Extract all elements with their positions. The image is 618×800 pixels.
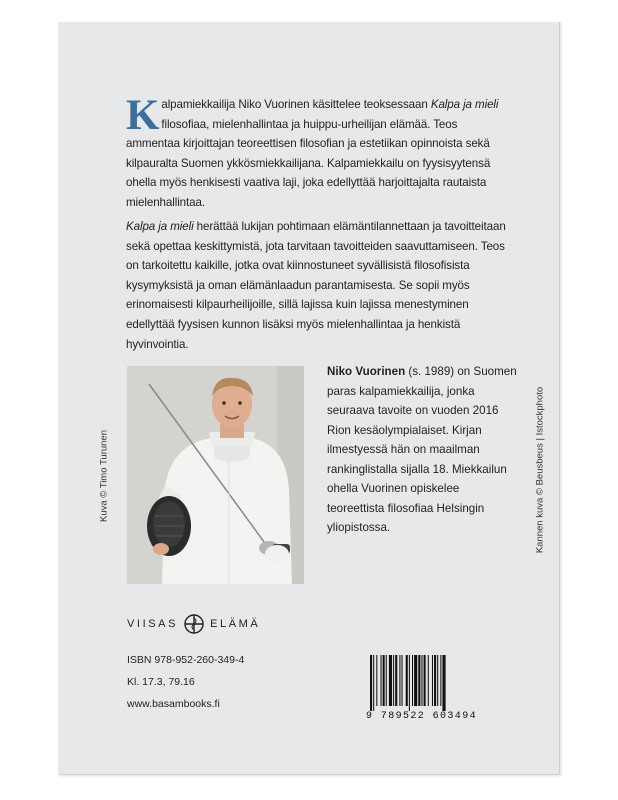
barcode-bar <box>434 655 436 706</box>
barcode-bar <box>428 655 429 706</box>
logo-symbol-icon <box>184 614 204 634</box>
isbn: ISBN 978-952-260-349-4 <box>127 654 245 666</box>
book-title: Kalpa ja mieli <box>430 98 499 111</box>
author-photo <box>127 366 304 584</box>
book-title: Kalpa ja mieli <box>126 220 194 233</box>
barcode-bar <box>393 655 394 706</box>
author-bio: Niko Vuorinen (s. 1989) on Suomen paras kalpamiekkailija, jonka seuraava tavoite on vuoden 2016 Rion kesäolympialaiset. Kirjan ilmestyessä hän on maailman rankinglistalla sijalla 18. Miekkailun ohella Vuorinen opiskelee teoreettista filosofiaa Helsingin yliopistossa. <box>327 365 517 534</box>
barcode-bar <box>437 655 438 706</box>
description-paragraph-1: Kalpamiekkailija Niko Vuorinen käsittelee teoksessaan Kalpa ja mieli filosofiaa, mielenhallintaa ja huippu-urheilijan elämää. Teos ammentaa kirjoittajan teoreettisen filosofian ja estetiikan opinnoista sekä kilpauralta Suomen ykkösmiekkailijana. Kalpamiekkailu on fyysisyytensä ohella myös henkisesti vaativa laji, joka edellyttää harjoittajalta rautaista mielenhallintaa. <box>126 92 499 209</box>
photo-credit: Kuva © Timo Turunen <box>98 429 110 523</box>
publisher-logo <box>127 614 260 634</box>
barcode-bar <box>409 655 410 711</box>
barcode-bar <box>376 655 377 706</box>
barcode-bar <box>373 655 374 711</box>
barcode-bar <box>386 655 387 706</box>
barcode-bar <box>414 655 417 706</box>
barcode-bar <box>412 655 413 706</box>
publisher-name-left: VIISAS <box>127 618 179 630</box>
publisher-website: www.basambooks.fi <box>127 698 220 710</box>
barcode-bar <box>440 655 441 706</box>
cover-credit: Kannen kuva © Beusbeus | Istockphoto <box>534 386 546 554</box>
cover-edge <box>559 22 561 774</box>
barcode-bar <box>389 655 392 706</box>
barcode-bar <box>442 655 445 711</box>
barcode-bar <box>424 655 426 706</box>
publisher-name-right: ELÄMÄ <box>210 618 261 630</box>
author-name: Niko Vuorinen <box>327 365 406 378</box>
barcode-bar <box>432 655 433 706</box>
barcode-bar <box>406 655 408 706</box>
barcode-bar <box>383 655 385 706</box>
barcode-bar <box>395 655 397 706</box>
barcode-bar <box>370 655 372 711</box>
barcode-bar <box>399 655 400 706</box>
drop-cap: K <box>126 92 160 139</box>
barcode-bar <box>381 655 382 706</box>
barcode-bar <box>418 655 420 706</box>
classification: Kl. 17.3, 79.16 <box>127 676 195 688</box>
barcode-bar <box>402 655 403 706</box>
barcode-digits: 9 789522 603494 <box>366 711 478 722</box>
description-paragraph-2: Kalpa ja mieli herättää lukijan pohtimaan elämäntilannettaan ja tavoitteitaan sekä opettaa keskittymistä, jota tarvitaan tavoitteiden saavuttamiseen. Teos on tarkoitettu kaikille, jotka ovat kiinnostuneet syvällisistä filosofisista kysymyksistä ja oman elämänlaadun parantamisesta. Se sopii myös erinomaisesti kilpaurheilijoille, sillä lajissa kuin lajissa menestyminen edellyttää fyysisen kunnon lisäksi myös mielenhallintaa ja henkistä hyvinvointia. <box>126 220 506 351</box>
barcode <box>370 655 470 711</box>
barcode-bar <box>421 655 422 706</box>
